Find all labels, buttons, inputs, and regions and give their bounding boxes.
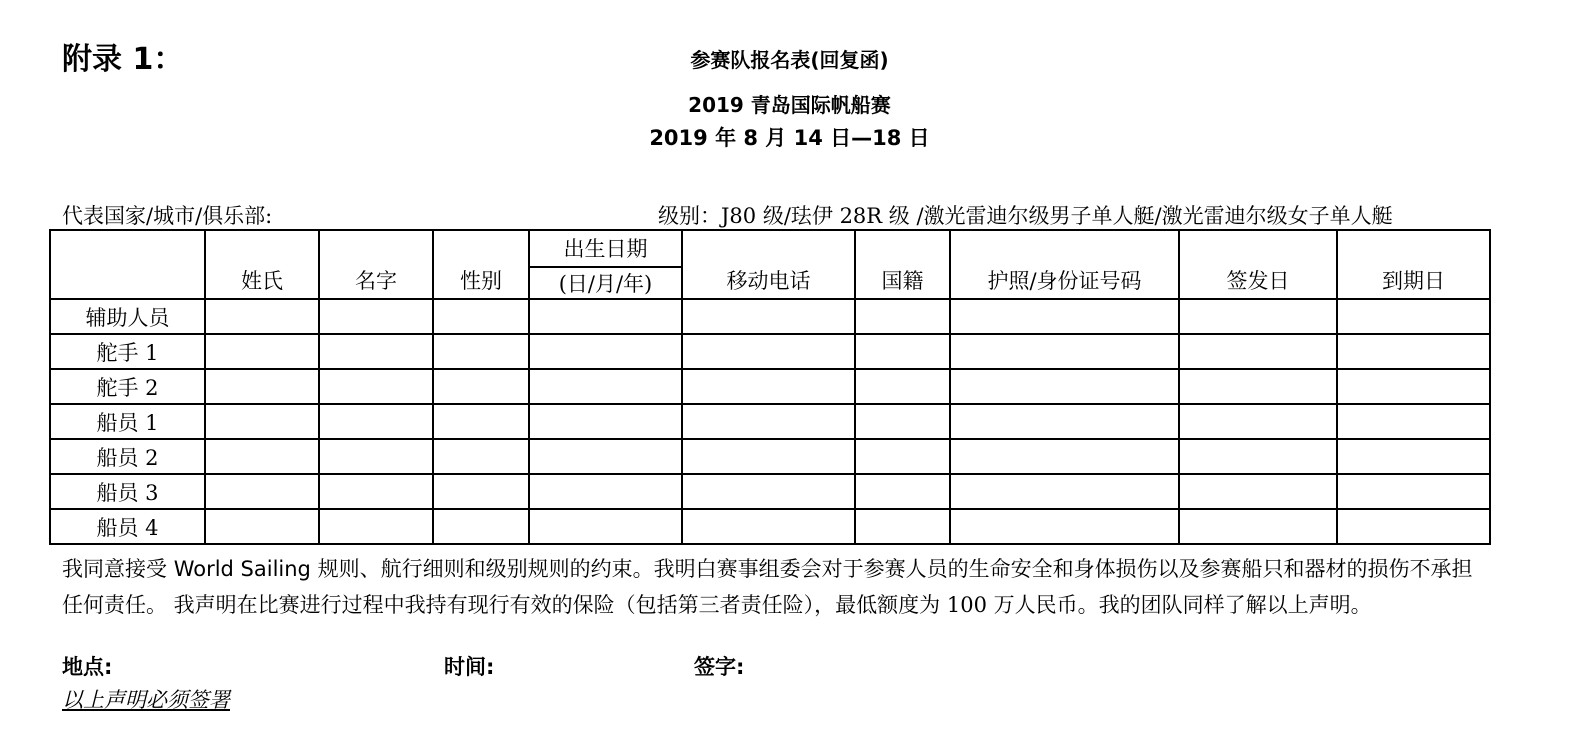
entry-cell[interactable] [1179, 474, 1337, 509]
entry-cell[interactable] [529, 474, 682, 509]
entry-cell[interactable] [1337, 299, 1490, 334]
entry-cell[interactable] [319, 404, 433, 439]
header-passport: 护照/身份证号码 [950, 230, 1179, 299]
entry-cell[interactable] [950, 439, 1179, 474]
entry-cell[interactable] [433, 439, 529, 474]
entry-cell[interactable] [205, 369, 319, 404]
entry-cell[interactable] [205, 404, 319, 439]
class-value: J80 级/珐伊 28R 级 /激光雷迪尔级男子单人艇/激光雷迪尔级女子单人艇 [721, 204, 1393, 228]
entry-cell[interactable] [205, 509, 319, 544]
entry-cell[interactable] [529, 334, 682, 369]
table-row [50, 299, 1490, 334]
header-gender: 性别 [433, 230, 529, 299]
entry-cell[interactable] [319, 439, 433, 474]
entry-cell[interactable] [529, 299, 682, 334]
entry-cell[interactable] [319, 369, 433, 404]
entry-cell[interactable] [682, 334, 855, 369]
entry-cell[interactable] [682, 439, 855, 474]
entry-cell[interactable] [433, 299, 529, 334]
entry-cell[interactable] [319, 299, 433, 334]
declaration-part2: 规则、航行细则和级别规则的约束。我明白赛事组委会对于参赛人员的生命安全和身体损伤以及参赛船只和器材的损伤不承担任何责任。 我声明在比赛进行过程中我持有现行有效的保险（包括第三者责任险），最低额度为 100 万人民币。我的团队同样了解以上声明。 [62, 557, 1473, 617]
entry-cell[interactable] [950, 299, 1179, 334]
entry-cell[interactable] [1179, 369, 1337, 404]
entry-cell[interactable] [682, 474, 855, 509]
entry-cell[interactable] [855, 509, 950, 544]
entry-cell[interactable] [1337, 439, 1490, 474]
row-label: 船员 2 [50, 439, 205, 474]
entry-cell[interactable] [682, 369, 855, 404]
table-row [50, 474, 1490, 509]
header-surname: 姓氏 [205, 230, 319, 299]
entry-cell[interactable] [950, 509, 1179, 544]
table-row [50, 439, 1490, 474]
entry-cell[interactable] [682, 509, 855, 544]
table-row [50, 509, 1490, 544]
sign-label: 签字: [694, 655, 745, 679]
entry-cell[interactable] [855, 369, 950, 404]
header-blank-cell [50, 230, 205, 299]
header-issue-date: 签发日 [1179, 230, 1337, 299]
entry-cell[interactable] [1179, 299, 1337, 334]
entry-cell[interactable] [1337, 474, 1490, 509]
entry-cell[interactable] [1179, 334, 1337, 369]
event-dates: 2019 年 8 月 14 日—18 日 [649, 126, 930, 150]
entry-cell[interactable] [1179, 404, 1337, 439]
entry-cell[interactable] [855, 439, 950, 474]
header-dob-format: (日/月/年) [529, 267, 682, 299]
table-row [50, 369, 1490, 404]
must-sign-note: 以上声明必须签署 [62, 688, 230, 712]
entry-cell[interactable] [682, 404, 855, 439]
table-row [50, 404, 1490, 439]
entry-cell[interactable] [855, 334, 950, 369]
header-given-name: 名字 [319, 230, 433, 299]
entry-cell[interactable] [1179, 509, 1337, 544]
entry-cell[interactable] [855, 299, 950, 334]
header-mobile: 移动电话 [682, 230, 855, 299]
entry-cell[interactable] [205, 474, 319, 509]
entry-cell[interactable] [433, 334, 529, 369]
place-label: 地点: [62, 655, 113, 679]
row-label: 辅助人员 [50, 299, 205, 334]
entry-cell[interactable] [1337, 404, 1490, 439]
entry-cell[interactable] [205, 439, 319, 474]
entry-cell[interactable] [529, 369, 682, 404]
entry-cell[interactable] [950, 474, 1179, 509]
form-title: 参赛队报名表(回复函) [690, 48, 889, 72]
entry-cell[interactable] [855, 404, 950, 439]
row-label: 舵手 2 [50, 369, 205, 404]
entry-cell[interactable] [1337, 334, 1490, 369]
entry-cell[interactable] [529, 404, 682, 439]
entry-cell[interactable] [529, 509, 682, 544]
entry-cell[interactable] [1337, 509, 1490, 544]
row-label: 舵手 1 [50, 334, 205, 369]
header-dob: 出生日期 [529, 230, 682, 267]
declaration-part1: 我同意接受 [62, 557, 174, 581]
entry-cell[interactable] [319, 334, 433, 369]
entry-cell[interactable] [950, 369, 1179, 404]
entry-cell[interactable] [433, 404, 529, 439]
entry-cell[interactable] [1179, 439, 1337, 474]
row-label: 船员 1 [50, 404, 205, 439]
entry-cell[interactable] [1337, 369, 1490, 404]
event-name: 2019 青岛国际帆船赛 [688, 93, 891, 117]
entry-cell[interactable] [319, 474, 433, 509]
entry-cell[interactable] [950, 404, 1179, 439]
entry-cell[interactable] [529, 439, 682, 474]
entry-cell[interactable] [682, 299, 855, 334]
entry-cell[interactable] [433, 509, 529, 544]
entry-cell[interactable] [950, 334, 1179, 369]
entry-cell[interactable] [433, 369, 529, 404]
entry-cell[interactable] [205, 299, 319, 334]
appendix-label: 附录 1： [62, 42, 184, 77]
representative-label: 代表国家/城市/俱乐部: [62, 204, 273, 228]
entry-cell[interactable] [205, 334, 319, 369]
header-expiry-date: 到期日 [1337, 230, 1490, 299]
row-label: 船员 4 [50, 509, 205, 544]
row-label: 船员 3 [50, 474, 205, 509]
class-info [658, 200, 1393, 230]
time-label: 时间: [444, 655, 495, 679]
declaration-text [62, 551, 1482, 623]
table-row [50, 334, 1490, 369]
header-nationality: 国籍 [855, 230, 950, 299]
entry-cell[interactable] [433, 474, 529, 509]
registration-table [49, 229, 1491, 545]
entry-cell[interactable] [855, 474, 950, 509]
declaration-world-sailing: World Sailing [173, 557, 311, 581]
entry-cell[interactable] [319, 509, 433, 544]
class-label: 级别： [658, 204, 721, 228]
